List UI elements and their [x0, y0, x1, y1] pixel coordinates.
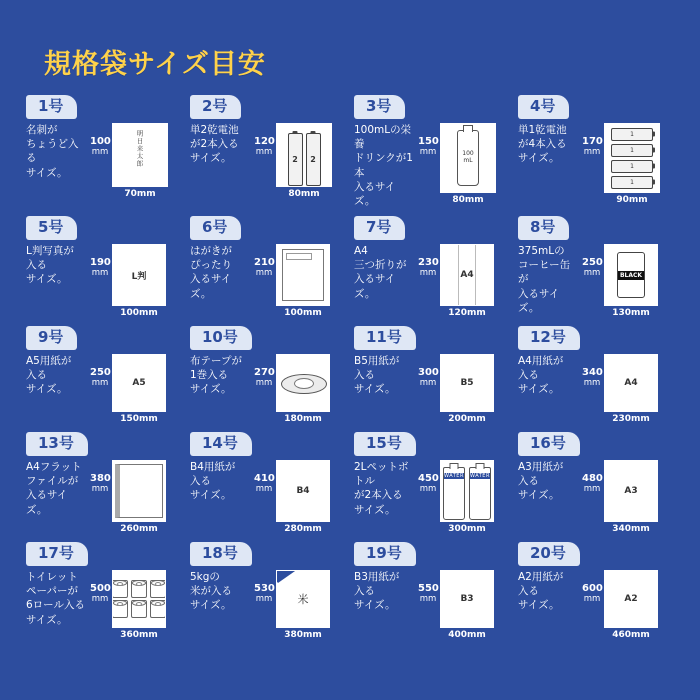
size-badge: 13号 [26, 432, 88, 456]
figure-label: B3 [460, 594, 474, 605]
size-badge: 12号 [518, 326, 580, 350]
size-card [354, 326, 510, 424]
size-description: B3用紙が 入る サイズ。 [354, 571, 400, 612]
size-card [354, 432, 510, 534]
height-dimension: 300 mm [418, 367, 439, 388]
size-description: A4フラット ファイルが 入るサイズ。 [26, 461, 82, 516]
height-dimension: 340 mm [582, 367, 603, 388]
height-dimension: 380 mm [90, 473, 111, 494]
product-figure [604, 570, 658, 628]
product-figure [276, 460, 330, 522]
size-badge: 11号 [354, 326, 416, 350]
size-badge: 8号 [518, 216, 569, 240]
size-card [518, 542, 674, 640]
battery-cell: 2 [288, 133, 303, 186]
battery-cell: 1 [611, 176, 653, 189]
width-dimension: 360mm [120, 630, 158, 641]
size-badge: 14号 [190, 432, 252, 456]
battery-cell: 2 [306, 133, 321, 186]
width-dimension: 230mm [612, 414, 650, 425]
size-description: はがきが ぴったり 入るサイズ。 [190, 245, 232, 300]
size-description: 2Lペットボトル が2本入る サイズ。 [354, 461, 409, 516]
size-description: 375mLの コーヒー缶が 入るサイズ。 [518, 245, 571, 314]
product-figure [276, 570, 330, 628]
width-dimension: 80mm [288, 189, 320, 199]
battery-cell: 1 [611, 160, 653, 173]
business-card-illustration [113, 124, 167, 186]
size-description: A3用紙が 入る サイズ。 [518, 461, 564, 502]
coffee-can-illustration [617, 252, 645, 298]
size-card [26, 216, 182, 318]
size-card [190, 326, 346, 424]
width-dimension: 90mm [616, 195, 648, 205]
figure-label: WATER [444, 473, 464, 480]
figure-label: 米 [297, 593, 309, 607]
size-card [26, 542, 182, 640]
width-dimension: 280mm [284, 524, 322, 535]
figure-label: A2 [624, 594, 638, 605]
size-card [518, 216, 674, 318]
product-figure [440, 460, 494, 522]
product-figure [112, 460, 166, 522]
size-badge: 15号 [354, 432, 416, 456]
size-card [190, 216, 346, 318]
width-dimension: 340mm [612, 524, 650, 535]
height-dimension: 530 mm [254, 583, 275, 604]
size-badge: 2号 [190, 95, 241, 119]
size-card [26, 432, 182, 534]
size-badge: 3号 [354, 95, 405, 119]
product-figure [604, 460, 658, 522]
height-dimension: 120 mm [254, 136, 275, 157]
width-dimension: 120mm [448, 308, 486, 319]
width-dimension: 80mm [452, 195, 484, 205]
height-dimension: 100 mm [90, 136, 111, 157]
product-figure [604, 123, 660, 193]
size-card [190, 432, 346, 534]
product-figure [440, 354, 494, 412]
height-dimension: 250 mm [582, 257, 603, 278]
card-text: 明日来太郎 [135, 130, 144, 168]
size-card [26, 326, 182, 424]
width-dimension: 200mm [448, 414, 486, 425]
size-badge: 6号 [190, 216, 241, 240]
product-figure [112, 570, 166, 628]
size-description: A5用紙が 入る サイズ。 [26, 355, 72, 396]
size-badge: 7号 [354, 216, 405, 240]
figure-label: B4 [296, 486, 310, 497]
figure-label: A3 [624, 486, 638, 497]
flat-file-illustration [115, 464, 163, 519]
height-dimension: 150 mm [418, 136, 439, 157]
size-badge: 19号 [354, 542, 416, 566]
size-badge: 18号 [190, 542, 252, 566]
size-badge: 1号 [26, 95, 77, 119]
product-figure [604, 244, 658, 306]
size-description: トイレット ペーパーが 6ロール入る サイズ。 [26, 571, 85, 626]
height-dimension: 600 mm [582, 583, 603, 604]
height-dimension: 210 mm [254, 257, 275, 278]
width-dimension: 180mm [284, 414, 322, 425]
width-dimension: 300mm [448, 524, 486, 535]
product-figure [112, 244, 166, 306]
size-badge: 9号 [26, 326, 77, 350]
width-dimension: 150mm [120, 414, 158, 425]
size-card [190, 95, 346, 208]
product-figure [440, 570, 494, 628]
size-card [354, 95, 510, 208]
size-card [354, 542, 510, 640]
size-description: A4 三つ折りが 入るサイズ。 [354, 245, 407, 300]
width-dimension: 100mm [120, 308, 158, 319]
size-description: B5用紙が 入る サイズ。 [354, 355, 400, 396]
postcard-illustration [282, 249, 325, 301]
size-card [354, 216, 510, 318]
product-figure [276, 123, 332, 187]
height-dimension: 450 mm [418, 473, 439, 494]
width-dimension: 400mm [448, 630, 486, 641]
width-dimension: 460mm [612, 630, 650, 641]
width-dimension: 70mm [124, 189, 156, 199]
product-figure [440, 244, 494, 306]
height-dimension: 500 mm [90, 583, 111, 604]
figure-label: A5 [132, 378, 146, 389]
height-dimension: 410 mm [254, 473, 275, 494]
size-card [26, 95, 182, 208]
width-dimension: 100mm [284, 308, 322, 319]
size-card [518, 432, 674, 534]
size-card [518, 95, 674, 208]
size-badge: 17号 [26, 542, 88, 566]
width-dimension: 260mm [120, 524, 158, 535]
product-figure [276, 354, 330, 412]
product-figure [112, 354, 166, 412]
product-figure [276, 244, 330, 306]
size-card [190, 542, 346, 640]
width-dimension: 380mm [284, 630, 322, 641]
width-dimension: 130mm [612, 308, 650, 319]
trifold-paper-illustration [441, 245, 493, 305]
height-dimension: 550 mm [418, 583, 439, 604]
size-description: 100mLの栄養 ドリンクが1本 入るサイズ。 [354, 124, 413, 207]
size-badge: 10号 [190, 326, 252, 350]
product-figure [112, 123, 168, 187]
figure-label: WATER [470, 473, 490, 480]
battery-illustration [611, 123, 653, 193]
figure-label: A4 [624, 378, 638, 389]
size-description: B4用紙が 入る サイズ。 [190, 461, 236, 502]
size-description: A4用紙が 入る サイズ。 [518, 355, 564, 396]
height-dimension: 170 mm [582, 136, 603, 157]
size-description: 単2乾電池 が2本入る サイズ。 [190, 124, 239, 165]
size-badge: 16号 [518, 432, 580, 456]
height-dimension: 190 mm [90, 257, 111, 278]
height-dimension: 230 mm [418, 257, 439, 278]
size-card [518, 326, 674, 424]
figure-label: L判 [131, 271, 147, 282]
drink-bottle-illustration: 100 mL [457, 130, 479, 186]
battery-cell: 1 [611, 144, 653, 157]
size-description: L判写真が 入る サイズ。 [26, 245, 74, 286]
figure-label: BLACK [619, 271, 643, 279]
figure-label: A4 [460, 270, 474, 281]
size-grid [26, 95, 674, 640]
size-description: A2用紙が 入る サイズ。 [518, 571, 564, 612]
size-badge: 5号 [26, 216, 77, 240]
height-dimension: 250 mm [90, 367, 111, 388]
height-dimension: 270 mm [254, 367, 275, 388]
size-description: 単1乾電池 が4本入る サイズ。 [518, 124, 567, 165]
page-title: 規格袋サイズ目安 [44, 49, 266, 80]
height-dimension: 480 mm [582, 473, 603, 494]
product-figure [440, 123, 496, 193]
pet-bottle-illustration [443, 460, 491, 522]
size-description: 布テープが 1巻入る サイズ。 [190, 355, 242, 396]
rice-bag-illustration [277, 571, 329, 627]
battery-illustration [288, 123, 321, 187]
battery-cell: 1 [611, 128, 653, 141]
size-badge: 4号 [518, 95, 569, 119]
tape-roll-illustration [281, 368, 325, 398]
product-figure [604, 354, 658, 412]
figure-label: B5 [460, 378, 474, 389]
size-description: 名刺が ちょうど入る サイズ。 [26, 124, 79, 179]
size-description: 5kgの 米が入る サイズ。 [190, 571, 232, 612]
size-badge: 20号 [518, 542, 580, 566]
toilet-roll-illustration [112, 571, 166, 627]
